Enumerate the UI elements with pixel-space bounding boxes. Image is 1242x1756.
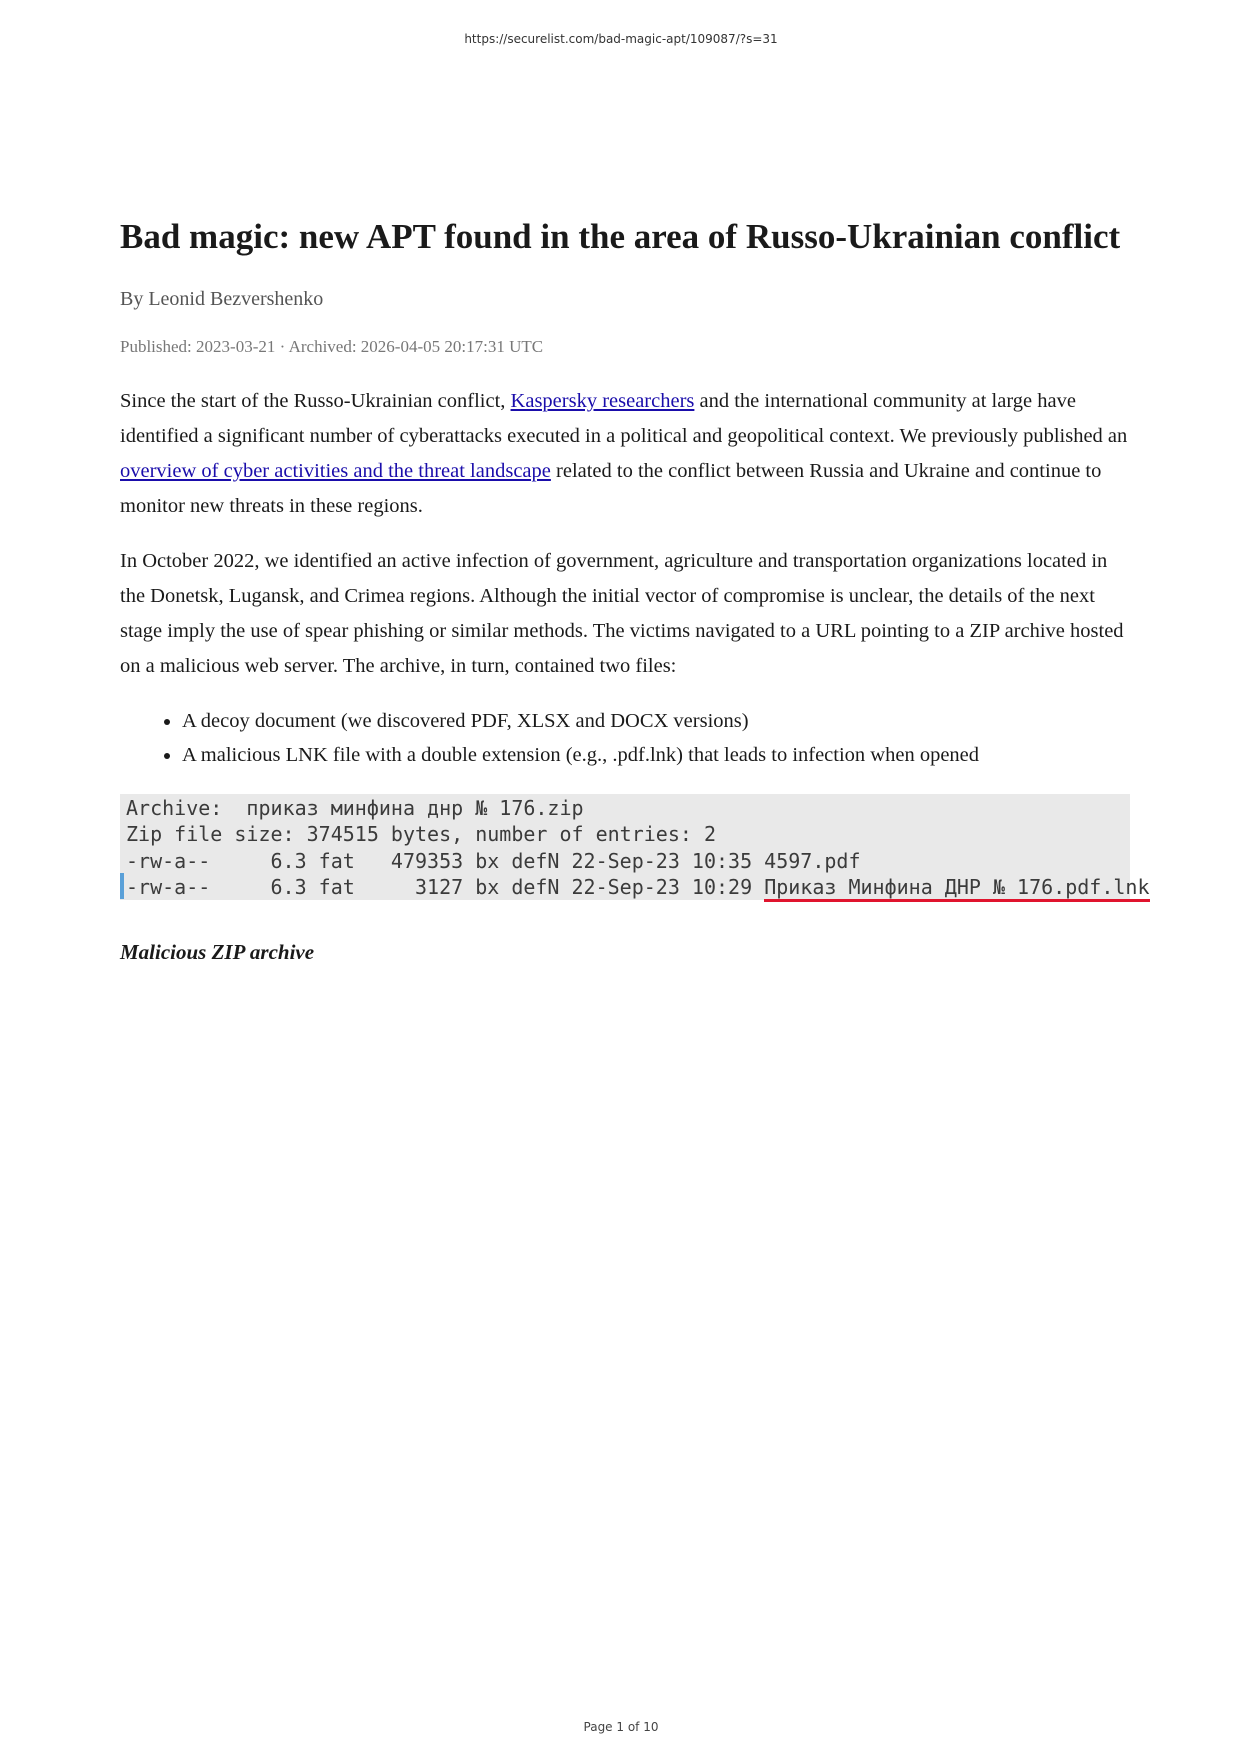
kaspersky-researchers-link[interactable]: Kaspersky researchers (510, 390, 695, 412)
line-marker (120, 873, 124, 899)
intro-paragraph (120, 384, 1130, 524)
threat-landscape-overview-link[interactable]: overview of cyber activities and the threat landscape (120, 460, 551, 482)
code-line-lnk-entry (126, 874, 1150, 900)
list-item: • A decoy document (we discovered PDF, XLSX and DOCX versions) (182, 704, 1130, 738)
archive-contents-list (120, 704, 1130, 772)
figure-caption: Malicious ZIP archive (120, 940, 315, 964)
intro-text-end: related to the conflict between Russia and Ukraine and continue to monitor new threats in these regions. (120, 460, 1102, 517)
article-author: By Leonid Bezvershenko (120, 288, 324, 310)
code-line-zip-size: Zip file size: 374515 bytes, number of entries: 2 (126, 822, 717, 847)
article-meta: Published: 2023-03-21 · Archived: 2026-04-05 20:17:31 UTC (120, 337, 544, 356)
list-item: • A malicious LNK file with a double extension (e.g., .pdf.lnk) that leads to infection when opened (182, 738, 1130, 772)
page-url: https://securelist.com/bad-magic-apt/109087/?s=31 (464, 32, 778, 46)
code-line-pdf-entry: -rw-a-- 6.3 fat 479353 bx defN 22-Sep-23 10:35 4597.pdf (126, 848, 861, 873)
intro-text-start: Since the start of the Russo-Ukrainian conflict, (120, 390, 511, 412)
article-title: Bad magic: new APT found in the area of Russo-Ukrainian conflict (120, 217, 1121, 256)
page-number: Page 1 of 10 (583, 1720, 659, 1734)
intro-text-middle: and the international community at large have identified a significant number of cyberattacks executed in a political and geopolitical context. We previously published an (120, 390, 1128, 447)
infection-paragraph: In October 2022, we identified an active infection of government, agriculture and transportation organizations located in the Donetsk, Lugansk, and Crimea regions. Although the initial vector of compromise is unclear, the details of the next stage imply the use of spear phishing or similar methods. The victims navigated to a URL pointing to a ZIP archive hosted on a malicious web server. The archive, in turn, contained two files: (120, 550, 1124, 677)
lnk-filename-highlight: Приказ Минфина ДНР № 176.pdf.lnk (764, 875, 1149, 902)
article (120, 212, 1150, 968)
zip-listing-screenshot (120, 794, 1150, 900)
code-line-archive: Archive: приказ минфина днр № 176.zip (126, 796, 584, 820)
lnk-entry-attributes: -rw-a-- 6.3 fat 3127 bx defN 22-Sep-23 10:29 (126, 874, 765, 899)
